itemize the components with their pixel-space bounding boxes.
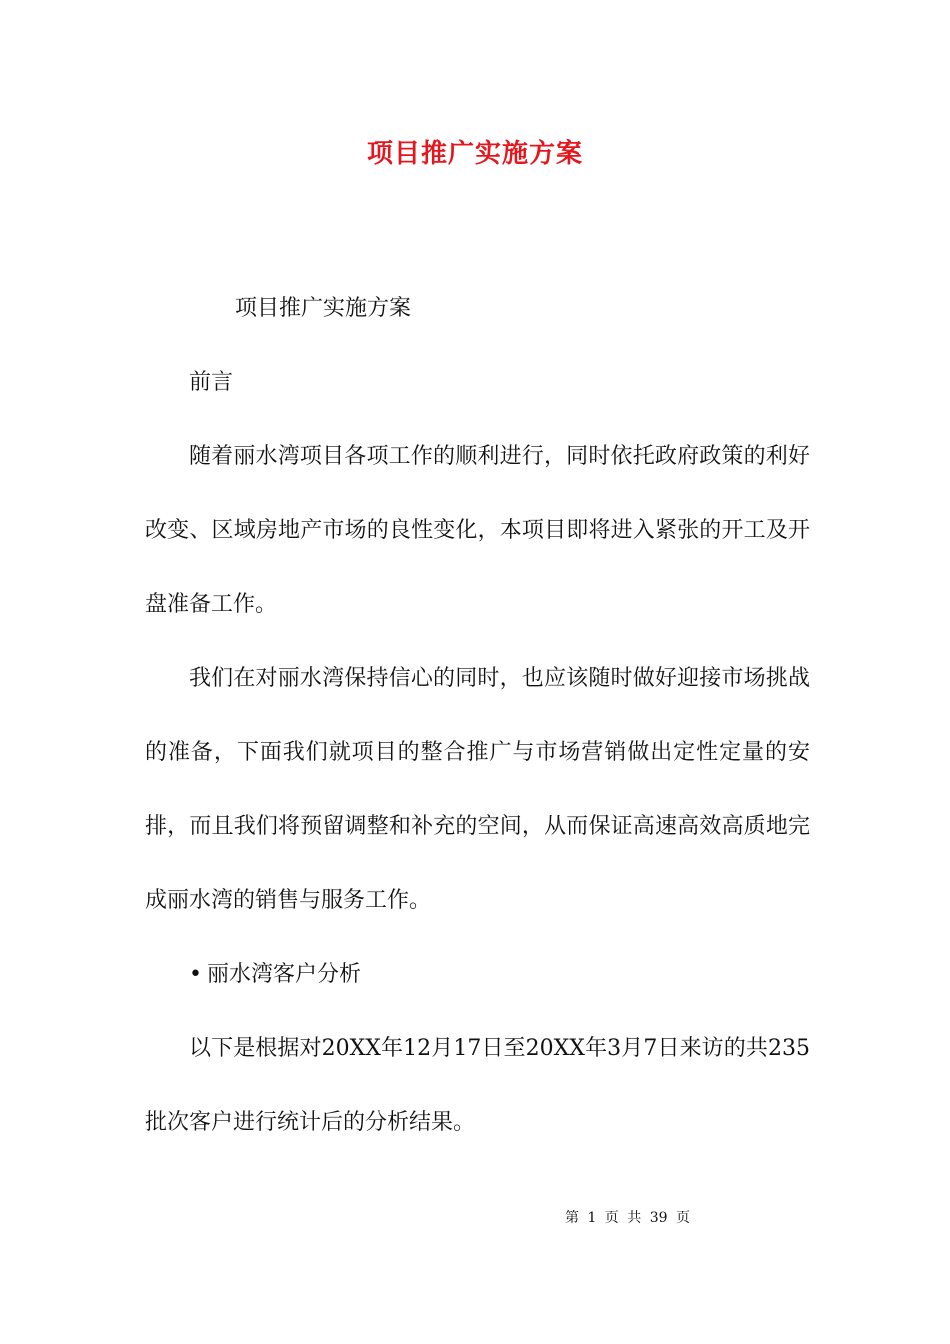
bullet-heading [145,938,810,1012]
document-title: 项目推广实施方案 [366,139,583,169]
paragraph-preface-heading: 前言 [189,370,234,395]
paragraph-preparation: 我们在对丽水湾保持信心的同时，也应该随时做好迎接市场挑战的准备，下面我们就项目的整合推广与市场营销做出定性定量的安排，而且我们将预留调整和补充的空间，从而保证高速高效高质地完成丽水湾的销售与服务工作。 [145,666,810,913]
page-number: 第 1 页 共 39 页 [565,1210,690,1226]
paragraph-analysis: 以下是根据对20XX年12月17日至20XX年3月7日来访的共235批次客户进行统计后的分析结果。 [145,1036,810,1135]
bullet-marker: • [189,962,202,987]
document-body [145,272,810,1160]
document-subtitle: 项目推广实施方案 [235,296,412,321]
paragraph-intro: 随着丽水湾项目各项工作的顺利进行，同时依托政府政策的利好改变、区域房地产市场的良性变化，本项目即将进入紧张的开工及开盘准备工作。 [145,444,810,617]
bullet-heading-text: 丽水湾客户分析 [207,962,362,987]
